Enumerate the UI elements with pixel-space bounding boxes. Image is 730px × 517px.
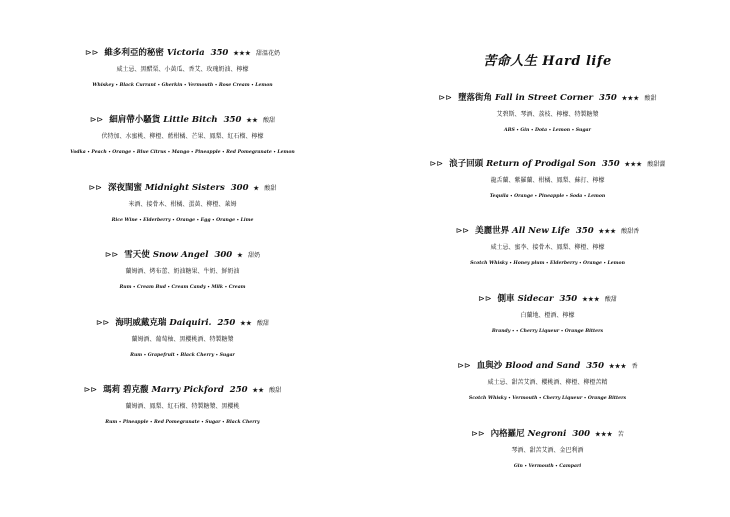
item-price: 300 <box>572 429 591 439</box>
menu-item <box>365 225 730 267</box>
menu-item <box>0 384 365 426</box>
item-en-ingredients: Rum ∙ Cream Bud ∙ Cream Candy ∙ Milk ∙ Cream <box>119 285 246 290</box>
item-en-ingredients: Rum ∙ Pineapple ∙ Red Pomegranate ∙ Sugar ∙ Black Cherry <box>105 420 260 425</box>
item-price: 350 <box>601 159 620 169</box>
item-taste: 酸甜 <box>604 296 617 303</box>
item-en-name: Little Bitch <box>163 115 218 125</box>
item-stars: ★ <box>237 252 244 259</box>
item-stars: ★★★ <box>624 161 643 168</box>
item-stars: ★★★ <box>595 431 613 438</box>
item-name-line <box>0 47 365 59</box>
item-name-line <box>0 249 365 261</box>
item-zh-name: 雪天使 <box>124 250 150 260</box>
item-en-name: Blood and Sand <box>505 361 581 371</box>
item-en-ingredients: Vodka ∙ Peach ∙ Orange ∙ Blue Citrus ∙ Mango ∙ Pineapple ∙ Red Pomegranate ∙ Lemon <box>70 150 295 155</box>
item-en-ingredients: ABS ∙ Gin ∙ Dota ∙ Lemon ∙ Sugar <box>504 128 591 133</box>
item-price: 350 <box>599 93 617 103</box>
item-zh-ingredients: 米酒、接骨木、柑橘、蛋黃、柳橙、萊姆 <box>128 201 237 208</box>
item-stars: ★★★ <box>233 50 251 57</box>
item-en-ingredients: Gin ∙ Vermouth ∙ Campari <box>513 464 582 469</box>
item-en-name: Fall in Street Corner <box>494 93 594 103</box>
item-taste: 酸甜 <box>263 117 276 124</box>
item-zh-name: 側車 <box>497 294 515 304</box>
item-zh-name: 深夜閨蜜 <box>107 183 142 193</box>
item-zh-ingredients: 蘭姆酒、葡萄柚、黑櫻桃酒、特製糖漿 <box>131 336 234 343</box>
menu-item <box>365 158 730 200</box>
item-price: 350 <box>586 361 605 371</box>
item-taste: 酸甜香 <box>621 228 640 235</box>
item-price: 250 <box>229 385 248 395</box>
item-en-name: Negroni <box>527 429 567 439</box>
item-zh-ingredients: 伏特加、水蜜桃、柳橙、藍柑橘、芒果、鳳梨、紅石榴、檸檬 <box>101 133 264 140</box>
item-name-line <box>0 114 365 126</box>
item-zh-ingredients: 威士忌、黑醋栗、小黃瓜、香艾、玫瑰奶油、檸檬 <box>116 66 249 73</box>
arrow-icon: ⊳⊳ <box>85 48 99 57</box>
item-taste: 甜奶 <box>248 252 261 259</box>
menu-item <box>365 293 730 335</box>
item-zh-ingredients: 龍舌蘭、紫羅蘭、柑橘、鳳梨、蘇打、檸檬 <box>490 177 605 184</box>
item-taste: 香 <box>631 363 638 370</box>
item-name-line <box>365 225 730 237</box>
item-taste: 苦 <box>617 431 624 438</box>
item-zh-name: 瑪莉 碧克馥 <box>103 385 149 395</box>
item-price: 300 <box>214 250 233 260</box>
item-taste: 酸甜 <box>269 387 282 394</box>
item-en-name: All New Life <box>512 226 570 236</box>
item-zh-name: 浪子回頭 <box>449 159 484 169</box>
item-name-line <box>0 182 365 194</box>
arrow-icon: ⊳⊳ <box>455 226 470 235</box>
item-price: 350 <box>559 294 578 304</box>
item-stars: ★★★ <box>582 296 600 303</box>
item-en-name: Marry Pickford <box>151 385 224 395</box>
menu-item <box>365 92 730 134</box>
arrow-icon: ⊳⊳ <box>95 318 110 327</box>
item-stars: ★★ <box>246 117 259 124</box>
item-name-line <box>365 428 730 440</box>
item-en-ingredients: Rice Wine ∙ Elderberry ∙ Orange ∙ Egg ∙ Orange ∙ Lime <box>111 218 254 223</box>
item-stars: ★★★ <box>609 363 627 370</box>
item-price: 300 <box>230 183 249 193</box>
menu-item <box>0 114 365 156</box>
arrow-icon: ⊳⊳ <box>429 159 444 168</box>
right-menu-page <box>365 0 730 517</box>
item-stars: ★★★ <box>621 95 640 102</box>
arrow-icon: ⊳⊳ <box>83 385 98 394</box>
arrow-icon: ⊳⊳ <box>88 183 102 192</box>
item-en-name: Midnight Sisters <box>145 183 225 193</box>
menu-item <box>0 47 365 89</box>
item-en-ingredients: Whiskey ∙ Black Currant ∙ Gherkin ∙ Vermouth ∙ Rose Cream ∙ Lemon <box>92 83 273 88</box>
item-zh-ingredients: 蘭姆酒、鳳梨、紅石榴、特製糖漿、黑櫻桃 <box>125 403 240 410</box>
item-price: 350 <box>223 115 242 125</box>
item-zh-name: 細肩帶小騷貨 <box>109 115 161 125</box>
item-zh-name: 內格羅尼 <box>490 429 525 439</box>
item-taste: 酸甜 <box>264 185 277 192</box>
item-zh-ingredients: 威士忌、蜜李、接骨木、鳳梨、柳橙、檸檬 <box>490 244 605 251</box>
item-zh-name: 血與沙 <box>476 361 503 371</box>
item-name-line <box>365 360 730 372</box>
menu-item <box>365 428 730 470</box>
arrow-icon: ⊳⊳ <box>104 250 119 259</box>
item-en-name: Snow Angel <box>152 250 209 260</box>
section-title: 苦命人生 Hard life <box>483 54 612 69</box>
item-stars: ★★★ <box>598 228 617 235</box>
item-price: 350 <box>210 48 229 58</box>
menu-item <box>365 360 730 402</box>
item-taste: 酸甜 <box>644 95 657 102</box>
item-name-line <box>0 317 365 329</box>
arrow-icon: ⊳⊳ <box>438 93 452 102</box>
item-taste: 酸甜 <box>257 320 270 327</box>
arrow-icon: ⊳⊳ <box>471 429 485 438</box>
menu-item <box>0 317 365 359</box>
item-en-name: Return of Prodigal Son <box>486 159 596 169</box>
item-zh-name: 維多利亞的秘密 <box>104 48 164 58</box>
item-taste: 酸甜澀 <box>647 161 666 168</box>
item-zh-ingredients: 白蘭地、橙酒、檸檬 <box>520 312 575 319</box>
item-en-ingredients: Scotch Whisky ∙ Vermouth ∙ Cherry Liqueur ∙ Orange Bitters <box>468 396 627 401</box>
item-en-name: Victoria <box>166 48 205 58</box>
item-en-ingredients: Tequila ∙ Orange ∙ Pineapple ∙ Soda ∙ Lemon <box>489 194 606 199</box>
item-name-line <box>0 384 365 396</box>
arrow-icon: ⊳⊳ <box>457 361 471 370</box>
item-zh-ingredients: 艾碧斯、琴酒、荔枝、檸檬、特製糖漿 <box>496 111 599 118</box>
item-taste: 甜溫花奶 <box>255 50 280 57</box>
arrow-icon: ⊳⊳ <box>478 294 492 303</box>
item-en-name: Daiquiri. <box>169 318 212 328</box>
item-en-ingredients: Brandy ∙ ∙ Cherry Liqueur ∙ Orange Bitters <box>491 329 604 334</box>
item-stars: ★ <box>253 185 260 192</box>
item-zh-ingredients: 威士忌、甜苦艾酒、櫻桃酒、柳橙、柳橙苦精 <box>487 379 608 386</box>
item-stars: ★★ <box>252 387 265 394</box>
item-en-name: Sidecar <box>517 294 554 304</box>
item-price: 350 <box>575 226 594 236</box>
item-name-line <box>365 158 730 170</box>
item-zh-ingredients: 琴酒、甜苦艾酒、金巴利酒 <box>511 447 584 454</box>
item-name-line <box>365 293 730 305</box>
item-stars: ★★ <box>240 320 253 327</box>
menu-item <box>0 249 365 291</box>
arrow-icon: ⊳⊳ <box>89 115 104 124</box>
item-en-ingredients: Scotch Whisky ∙ Honey plum ∙ Elderberry ∙ Orange ∙ Lemon <box>470 261 625 266</box>
item-zh-name: 美麗世界 <box>475 226 510 236</box>
item-zh-name: 墮落街角 <box>457 93 492 103</box>
menu-item <box>0 182 365 224</box>
item-zh-ingredients: 蘭姆酒、烤布蕾、奶油糖果、牛奶、鮮奶油 <box>125 268 240 275</box>
item-zh-name: 海明威戴克瑞 <box>115 318 167 328</box>
item-en-ingredients: Rum ∙ Grapefruit ∙ Black Cherry ∙ Sugar <box>130 353 235 358</box>
item-price: 250 <box>217 318 236 328</box>
item-name-line <box>365 92 730 104</box>
